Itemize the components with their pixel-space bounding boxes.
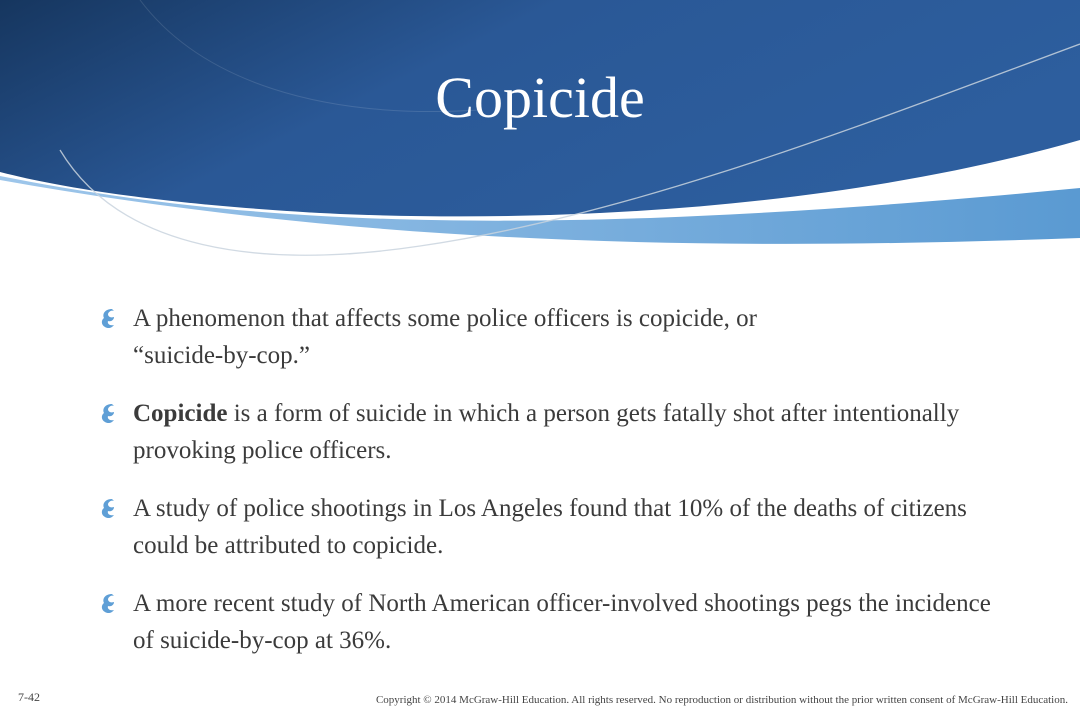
bullet-item — [100, 395, 1000, 469]
bullet-item — [100, 585, 1000, 659]
header-swoosh-background — [0, 0, 1080, 270]
bullet-item — [100, 490, 1000, 564]
bullet-list — [100, 300, 1000, 680]
slide-title: Copicide — [435, 65, 645, 130]
bullet-text: A more recent study of North American officer-involved shootings pegs the incidence of suicide-by-cop at 36%. — [133, 590, 991, 654]
bullet-text: is a form of suicide in which a person gets fatally shot after intentionally provoking police officers. — [133, 400, 960, 464]
fleuron-bullet-icon — [100, 307, 118, 331]
bullet-item — [100, 300, 853, 374]
fleuron-bullet-icon — [100, 497, 118, 521]
bullet-term: Copicide — [133, 400, 228, 427]
fleuron-bullet-icon — [100, 592, 118, 616]
copyright-notice: Copyright © 2014 McGraw-Hill Education. All rights reserved. No reproduction or distribution without the prior written consent of McGraw-Hill Education. — [375, 694, 1068, 706]
bullet-text: A phenomenon that affects some police officers is copicide, or “suicide-by-cop.” — [133, 305, 757, 369]
bullet-text: A study of police shootings in Los Angeles found that 10% of the deaths of citizens could be attributed to copicide. — [133, 495, 967, 559]
page-number: 7-42 — [18, 690, 40, 704]
fleuron-bullet-icon — [100, 402, 118, 426]
